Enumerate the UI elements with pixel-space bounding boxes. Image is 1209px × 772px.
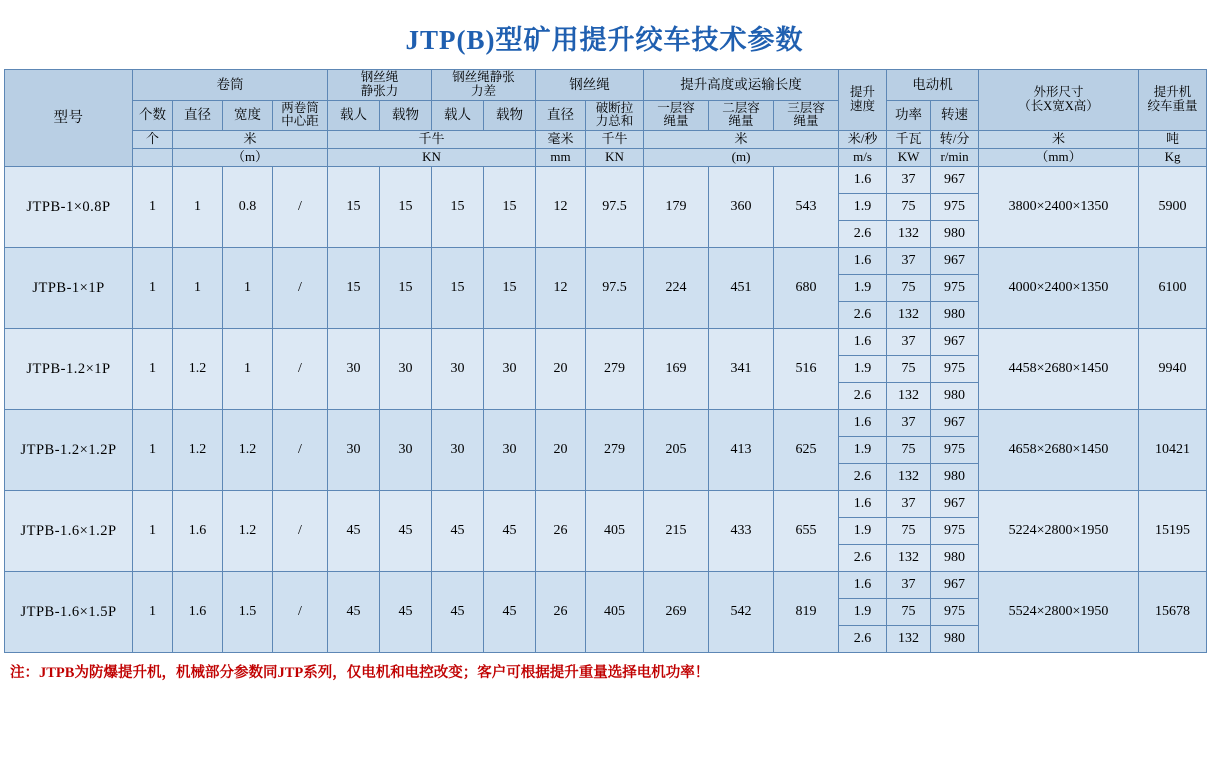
cell-diff-person: 15 xyxy=(432,247,484,328)
cell-motor-power: 37 xyxy=(887,490,931,517)
cell-layer3: 516 xyxy=(774,328,839,409)
cell-layer3: 625 xyxy=(774,409,839,490)
cell-motor-speed: 2.6 xyxy=(839,625,887,652)
cell-count: 1 xyxy=(133,571,173,652)
cell-motor-speed: 1.6 xyxy=(839,247,887,274)
cell-weight: 15678 xyxy=(1139,571,1207,652)
cell-dimension: 5224×2800×1950 xyxy=(979,490,1139,571)
cell-static-goods: 30 xyxy=(380,409,432,490)
table-row xyxy=(5,490,1207,517)
col-layer1: 一层容 绳量 xyxy=(644,100,709,131)
cell-dimension: 4000×2400×1350 xyxy=(979,247,1139,328)
cell-motor-rpm: 980 xyxy=(931,301,979,328)
cell-motor-speed: 2.6 xyxy=(839,382,887,409)
cell-motor-power: 132 xyxy=(887,625,931,652)
cell-count: 1 xyxy=(133,328,173,409)
cell-count: 1 xyxy=(133,247,173,328)
cell-motor-speed: 1.6 xyxy=(839,166,887,193)
header-row-1 xyxy=(5,70,1207,101)
cell-static-goods: 15 xyxy=(380,166,432,247)
cell-dimension: 4458×2680×1450 xyxy=(979,328,1139,409)
cell-layer1: 169 xyxy=(644,328,709,409)
cell-break-force: 97.5 xyxy=(586,166,644,247)
cell-motor-power: 132 xyxy=(887,544,931,571)
cell-model: JTPB-1.2×1.2P xyxy=(5,409,133,490)
cell-width: 1.5 xyxy=(223,571,273,652)
cell-width: 1.2 xyxy=(223,409,273,490)
footnote: 注：JTPB为防爆提升机，机械部分参数同JTP系列，仅电机和电控改变；客户可根据提升重量选择电机功率！ xyxy=(10,664,710,681)
cell-count: 1 xyxy=(133,409,173,490)
cell-weight: 10421 xyxy=(1139,409,1207,490)
unit-dimension: 米 xyxy=(979,131,1139,149)
cell-static-person: 30 xyxy=(328,328,380,409)
cell-center-distance: / xyxy=(273,409,328,490)
cell-motor-rpm: 975 xyxy=(931,274,979,301)
cell-motor-power: 132 xyxy=(887,301,931,328)
cell-center-distance: / xyxy=(273,166,328,247)
col-lift-height-group: 提升高度或运输长度 xyxy=(644,70,839,101)
cell-diff-person: 45 xyxy=(432,571,484,652)
header-unit-row-1 xyxy=(5,131,1207,149)
cell-layer1: 205 xyxy=(644,409,709,490)
cell-width: 1 xyxy=(223,247,273,328)
cell-dimension: 4658×2680×1450 xyxy=(979,409,1139,490)
cell-motor-power: 37 xyxy=(887,409,931,436)
col-center-distance: 两卷筒 中心距 xyxy=(273,100,328,131)
cell-break-force: 97.5 xyxy=(586,247,644,328)
cell-break-force: 405 xyxy=(586,490,644,571)
cell-layer2: 433 xyxy=(709,490,774,571)
cell-weight: 9940 xyxy=(1139,328,1207,409)
cell-center-distance: / xyxy=(273,328,328,409)
cell-diameter: 1.2 xyxy=(173,328,223,409)
table-row xyxy=(5,328,1207,355)
col-drum-count: 个数 xyxy=(133,100,173,131)
unit-power: 千瓦 xyxy=(887,131,931,149)
col-diff-goods: 载物 xyxy=(484,100,536,131)
table-row xyxy=(5,409,1207,436)
cell-motor-rpm: 975 xyxy=(931,193,979,220)
col-layer3: 三层容 绳量 xyxy=(774,100,839,131)
cell-motor-speed: 1.9 xyxy=(839,193,887,220)
col-static-goods: 载物 xyxy=(380,100,432,131)
cell-model: JTPB-1×0.8P xyxy=(5,166,133,247)
unit2-break-force: KN xyxy=(586,148,644,166)
cell-motor-speed: 2.6 xyxy=(839,544,887,571)
unit-count: 个 xyxy=(133,131,173,149)
cell-motor-speed: 2.6 xyxy=(839,463,887,490)
cell-motor-power: 37 xyxy=(887,328,931,355)
cell-motor-rpm: 980 xyxy=(931,544,979,571)
cell-motor-speed: 1.6 xyxy=(839,328,887,355)
cell-motor-speed: 1.6 xyxy=(839,409,887,436)
cell-layer2: 451 xyxy=(709,247,774,328)
cell-motor-rpm: 980 xyxy=(931,463,979,490)
col-speed: 提升 速度 xyxy=(839,70,887,131)
cell-dimension: 5524×2800×1950 xyxy=(979,571,1139,652)
unit2-count xyxy=(133,148,173,166)
cell-motor-rpm: 967 xyxy=(931,247,979,274)
cell-static-goods: 30 xyxy=(380,328,432,409)
cell-static-goods: 15 xyxy=(380,247,432,328)
cell-break-force: 279 xyxy=(586,328,644,409)
unit2-length: (m) xyxy=(644,148,839,166)
cell-diameter: 1.2 xyxy=(173,409,223,490)
cell-diff-goods: 45 xyxy=(484,490,536,571)
unit2-drum: （m） xyxy=(173,148,328,166)
cell-dimension: 3800×2400×1350 xyxy=(979,166,1139,247)
cell-weight: 5900 xyxy=(1139,166,1207,247)
cell-motor-power: 37 xyxy=(887,571,931,598)
cell-motor-rpm: 967 xyxy=(931,409,979,436)
cell-static-person: 30 xyxy=(328,409,380,490)
cell-diameter: 1 xyxy=(173,247,223,328)
unit-break-force: 千牛 xyxy=(586,131,644,149)
cell-layer3: 655 xyxy=(774,490,839,571)
cell-static-goods: 45 xyxy=(380,490,432,571)
cell-motor-speed: 1.9 xyxy=(839,355,887,382)
cell-rope-diameter: 12 xyxy=(536,166,586,247)
cell-motor-speed: 1.6 xyxy=(839,571,887,598)
cell-motor-rpm: 975 xyxy=(931,517,979,544)
cell-center-distance: / xyxy=(273,247,328,328)
unit-weight: 吨 xyxy=(1139,131,1207,149)
table-body xyxy=(5,166,1207,652)
cell-motor-speed: 1.9 xyxy=(839,436,887,463)
cell-motor-power: 75 xyxy=(887,355,931,382)
cell-motor-speed: 1.9 xyxy=(839,274,887,301)
col-rope-group: 钢丝绳 xyxy=(536,70,644,101)
cell-layer2: 542 xyxy=(709,571,774,652)
cell-diff-goods: 15 xyxy=(484,166,536,247)
cell-motor-power: 75 xyxy=(887,436,931,463)
cell-motor-speed: 1.9 xyxy=(839,517,887,544)
unit2-dimension: （mm） xyxy=(979,148,1139,166)
col-break-force: 破断拉 力总和 xyxy=(586,100,644,131)
col-weight: 提升机 绞车重量 xyxy=(1139,70,1207,131)
cell-diff-person: 30 xyxy=(432,409,484,490)
cell-motor-power: 75 xyxy=(887,598,931,625)
cell-diff-goods: 45 xyxy=(484,571,536,652)
cell-motor-rpm: 980 xyxy=(931,625,979,652)
cell-diff-goods: 30 xyxy=(484,409,536,490)
cell-model: JTPB-1×1P xyxy=(5,247,133,328)
cell-motor-speed: 2.6 xyxy=(839,220,887,247)
cell-static-person: 45 xyxy=(328,571,380,652)
cell-static-goods: 45 xyxy=(380,571,432,652)
cell-diff-goods: 15 xyxy=(484,247,536,328)
unit-speed: 米/秒 xyxy=(839,131,887,149)
cell-motor-rpm: 980 xyxy=(931,382,979,409)
cell-motor-rpm: 975 xyxy=(931,355,979,382)
cell-static-person: 15 xyxy=(328,247,380,328)
cell-model: JTPB-1.6×1.5P xyxy=(5,571,133,652)
cell-rope-diameter: 20 xyxy=(536,409,586,490)
cell-motor-rpm: 967 xyxy=(931,166,979,193)
cell-diff-goods: 30 xyxy=(484,328,536,409)
cell-layer3: 819 xyxy=(774,571,839,652)
specs-table xyxy=(4,69,1207,653)
cell-width: 1.2 xyxy=(223,490,273,571)
table-row xyxy=(5,166,1207,193)
cell-motor-power: 37 xyxy=(887,247,931,274)
col-rope-diameter: 直径 xyxy=(536,100,586,131)
cell-rope-diameter: 26 xyxy=(536,490,586,571)
cell-motor-power: 75 xyxy=(887,193,931,220)
cell-layer2: 360 xyxy=(709,166,774,247)
unit2-rpm: r/min xyxy=(931,148,979,166)
col-rope-static-diff-group: 钢丝绳静张 力差 xyxy=(432,70,536,101)
unit2-weight: Kg xyxy=(1139,148,1207,166)
cell-rope-diameter: 26 xyxy=(536,571,586,652)
cell-weight: 6100 xyxy=(1139,247,1207,328)
col-drum-diameter: 直径 xyxy=(173,100,223,131)
cell-motor-power: 132 xyxy=(887,220,931,247)
cell-diff-person: 15 xyxy=(432,166,484,247)
cell-layer2: 341 xyxy=(709,328,774,409)
col-drum-width: 宽度 xyxy=(223,100,273,131)
col-dimension: 外形尺寸 （长X宽X高） xyxy=(979,70,1139,131)
cell-motor-power: 132 xyxy=(887,382,931,409)
cell-layer1: 215 xyxy=(644,490,709,571)
cell-count: 1 xyxy=(133,166,173,247)
cell-motor-rpm: 967 xyxy=(931,490,979,517)
col-motor-rpm: 转速 xyxy=(931,100,979,131)
cell-diff-person: 30 xyxy=(432,328,484,409)
cell-layer1: 269 xyxy=(644,571,709,652)
cell-motor-power: 37 xyxy=(887,166,931,193)
cell-diff-person: 45 xyxy=(432,490,484,571)
header-unit-row-2 xyxy=(5,148,1207,166)
col-layer2: 二层容 绳量 xyxy=(709,100,774,131)
cell-layer3: 680 xyxy=(774,247,839,328)
col-rope-static-force-group: 钢丝绳 静张力 xyxy=(328,70,432,101)
unit2-force: KN xyxy=(328,148,536,166)
cell-center-distance: / xyxy=(273,571,328,652)
cell-static-person: 45 xyxy=(328,490,380,571)
cell-motor-power: 132 xyxy=(887,463,931,490)
cell-motor-speed: 1.9 xyxy=(839,598,887,625)
unit2-rope-diameter: mm xyxy=(536,148,586,166)
col-motor-power: 功率 xyxy=(887,100,931,131)
cell-static-person: 15 xyxy=(328,166,380,247)
col-drum-group: 卷筒 xyxy=(133,70,328,101)
cell-layer3: 543 xyxy=(774,166,839,247)
cell-diameter: 1 xyxy=(173,166,223,247)
cell-motor-rpm: 967 xyxy=(931,571,979,598)
cell-motor-rpm: 975 xyxy=(931,598,979,625)
cell-layer2: 413 xyxy=(709,409,774,490)
cell-width: 1 xyxy=(223,328,273,409)
cell-center-distance: / xyxy=(273,490,328,571)
cell-model: JTPB-1.2×1P xyxy=(5,328,133,409)
cell-layer1: 224 xyxy=(644,247,709,328)
cell-break-force: 405 xyxy=(586,571,644,652)
cell-rope-diameter: 20 xyxy=(536,328,586,409)
cell-count: 1 xyxy=(133,490,173,571)
unit2-power: KW xyxy=(887,148,931,166)
unit-rpm: 转/分 xyxy=(931,131,979,149)
cell-width: 0.8 xyxy=(223,166,273,247)
unit-rope-diameter: 毫米 xyxy=(536,131,586,149)
table-header xyxy=(5,70,1207,167)
unit-length: 米 xyxy=(644,131,839,149)
cell-motor-speed: 1.6 xyxy=(839,490,887,517)
col-diff-person: 载人 xyxy=(432,100,484,131)
cell-diameter: 1.6 xyxy=(173,571,223,652)
cell-motor-speed: 2.6 xyxy=(839,301,887,328)
cell-motor-rpm: 980 xyxy=(931,220,979,247)
table-row xyxy=(5,247,1207,274)
col-model: 型号 xyxy=(5,70,133,167)
unit-force: 千牛 xyxy=(328,131,536,149)
cell-rope-diameter: 12 xyxy=(536,247,586,328)
cell-motor-rpm: 967 xyxy=(931,328,979,355)
cell-weight: 15195 xyxy=(1139,490,1207,571)
page-title: JTP(B)型矿用提升绞车技术参数 xyxy=(405,25,804,55)
cell-break-force: 279 xyxy=(586,409,644,490)
unit2-speed: m/s xyxy=(839,148,887,166)
cell-layer1: 179 xyxy=(644,166,709,247)
col-static-person: 载人 xyxy=(328,100,380,131)
table-row xyxy=(5,571,1207,598)
cell-model: JTPB-1.6×1.2P xyxy=(5,490,133,571)
cell-motor-rpm: 975 xyxy=(931,436,979,463)
cell-motor-power: 75 xyxy=(887,274,931,301)
cell-motor-power: 75 xyxy=(887,517,931,544)
unit-drum: 米 xyxy=(173,131,328,149)
col-motor-group: 电动机 xyxy=(887,70,979,101)
cell-diameter: 1.6 xyxy=(173,490,223,571)
